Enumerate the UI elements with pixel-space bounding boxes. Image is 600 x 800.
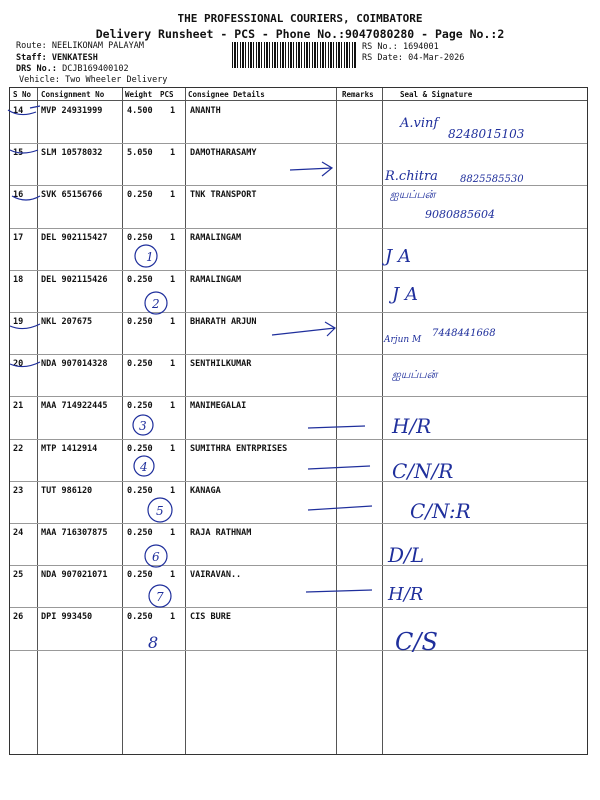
- row-pcs: 1: [170, 106, 176, 116]
- rs-no-value: 1694001: [402, 42, 439, 52]
- phone-16: 9080885604: [425, 208, 495, 221]
- row-consignee: KANAGA: [190, 485, 221, 496]
- table-row: [10, 439, 587, 481]
- route-line: [16, 41, 144, 51]
- drs-line: [16, 64, 129, 74]
- row-sno: 25: [13, 570, 24, 581]
- row-pcs: 1: [170, 148, 176, 159]
- table-row: [10, 607, 587, 649]
- row-consignment: DPI 993450: [41, 612, 93, 623]
- row-sno: 16: [13, 190, 24, 201]
- sig-23: C/N:R: [410, 499, 471, 523]
- mark-26: 8: [148, 633, 159, 652]
- row-weight: 0.250: [127, 401, 153, 412]
- row-consignee: ANANTH: [190, 106, 221, 116]
- row-consignment: NDA 907021071: [41, 570, 108, 581]
- sig-17: J A: [385, 246, 411, 267]
- row-consignment: MTP 1412914: [41, 443, 98, 454]
- vehicle-label: Vehicle:: [19, 75, 60, 85]
- col-seal: Seal & Signature: [400, 90, 473, 99]
- col-consignee: Consignee Details: [188, 90, 265, 99]
- row-sno: 15: [13, 148, 24, 159]
- sig-20: ஐயப்பன்: [392, 368, 438, 381]
- table-row: [10, 312, 587, 354]
- mark-24: 6: [152, 550, 160, 564]
- row-consignment: SVK 65156766: [41, 190, 103, 201]
- row-weight: 0.250: [127, 232, 153, 243]
- table-row: [10, 396, 587, 438]
- row-weight: 5.050: [127, 148, 153, 159]
- phone-19: 7448441668: [432, 328, 496, 339]
- row-consignment: DEL 902115427: [41, 232, 108, 243]
- table-row: [10, 523, 587, 565]
- phone-15: 8825585530: [460, 174, 524, 185]
- row-sno: 24: [13, 528, 24, 538]
- row-pcs: 1: [170, 274, 176, 285]
- sig-26: C/S: [395, 628, 438, 656]
- row-consignment: NKL 207675: [41, 317, 93, 327]
- row-consignee: RAJA RATHNAM: [190, 528, 252, 538]
- row-consignment: MAA 716307875: [41, 528, 108, 538]
- sig-25: H/R: [388, 584, 424, 605]
- row-weight: 0.250: [127, 190, 153, 201]
- row-consignee: VAIRAVAN..: [190, 570, 242, 581]
- row-consignee: RAMALINGAM: [190, 274, 242, 285]
- table-row: [10, 565, 587, 607]
- table-row: [10, 270, 587, 312]
- mark-21: 3: [139, 419, 147, 433]
- runsheet-subtitle: Delivery Runsheet - PCS - Phone No.:9047080280 - Page No.:2: [95, 27, 505, 41]
- row-consignee: DAMOTHARASAMY: [190, 148, 257, 159]
- row-weight: 0.250: [127, 528, 153, 538]
- vehicle-value: Two Wheeler Delivery: [65, 75, 168, 85]
- row-pcs: 1: [170, 528, 176, 538]
- sig-24: D/L: [388, 543, 425, 567]
- drs-value: DCJB169400102: [62, 64, 129, 74]
- row-consignee: SUMITHRA ENTRPRISES: [190, 443, 288, 454]
- rs-no-label: RS No.:: [362, 42, 398, 52]
- row-sno: 22: [13, 443, 24, 454]
- drs-label: DRS No.:: [16, 64, 57, 74]
- rs-date-line: [362, 53, 464, 63]
- col-consignment: Consignment No: [41, 90, 105, 99]
- row-consignment: DEL 902115426: [41, 274, 108, 285]
- row-pcs: 1: [170, 612, 176, 623]
- row-weight: 0.250: [127, 443, 153, 454]
- table-row: [10, 228, 587, 270]
- row-pcs: 1: [170, 443, 176, 454]
- staff-line: [16, 53, 98, 63]
- row-pcs: 1: [170, 570, 176, 581]
- rs-date-value: 04-Mar-2026: [408, 53, 465, 63]
- col-sno: S No: [13, 90, 32, 99]
- sig-18: J A: [392, 284, 418, 305]
- row-pcs: 1: [170, 401, 176, 412]
- mark-17: 1: [146, 250, 154, 264]
- row-sno: 26: [13, 612, 24, 623]
- row-pcs: 1: [170, 232, 176, 243]
- row-consignment: MVP 24931999: [41, 106, 103, 116]
- runsheet-table: [9, 87, 588, 755]
- row-consignee: RAMALINGAM: [190, 232, 242, 243]
- table-row: [10, 354, 587, 396]
- rs-no-line: [362, 42, 439, 52]
- row-sno: 17: [13, 232, 24, 243]
- row-sno: 21: [13, 401, 24, 412]
- table-row: [10, 101, 587, 143]
- mark-22: 4: [140, 460, 148, 474]
- row-sno: 14: [13, 106, 24, 116]
- row-consignee: SENTHILKUMAR: [190, 359, 252, 370]
- staff-value: VENKATESH: [51, 53, 98, 63]
- row-sno: 18: [13, 274, 24, 285]
- company-title: THE PROFESSIONAL COURIERS, COIMBATORE: [177, 12, 423, 25]
- sig-22: C/N/R: [392, 459, 454, 483]
- barcode: [232, 42, 356, 68]
- row-sno: 23: [13, 485, 24, 496]
- row-sno: 19: [13, 317, 24, 327]
- row-weight: 4.500: [127, 106, 153, 116]
- row-consignee: BHARATH ARJUN: [190, 317, 257, 327]
- row-weight: 0.250: [127, 274, 153, 285]
- sig-14: A.vinf: [400, 116, 439, 131]
- col-weight: Weight: [125, 90, 153, 99]
- row-pcs: 1: [170, 485, 176, 496]
- phone-14: 8248015103: [448, 127, 525, 141]
- row-consignment: TUT 986120: [41, 485, 93, 496]
- row-weight: 0.250: [127, 485, 153, 496]
- sig-15: R.chitra: [385, 169, 438, 184]
- row-consignee: TNK TRANSPORT: [190, 190, 257, 201]
- row-consignee: CIS BURE: [190, 612, 231, 623]
- row-weight: 0.250: [127, 570, 153, 581]
- row-weight: 0.250: [127, 359, 153, 370]
- sig-19: Arjun M: [384, 335, 422, 345]
- col-remarks: Remarks: [342, 90, 374, 99]
- mark-23: 5: [156, 504, 164, 518]
- row-consignment: MAA 714922445: [41, 401, 108, 412]
- row-consignee: MANIMEGALAI: [190, 401, 247, 412]
- mark-25: 7: [156, 590, 164, 604]
- route-label: Route:: [16, 41, 47, 51]
- row-sno: 20: [13, 359, 24, 370]
- row-weight: 0.250: [127, 612, 153, 623]
- row-weight: 0.250: [127, 317, 153, 327]
- row-pcs: 1: [170, 190, 176, 201]
- staff-label: Staff:: [16, 53, 47, 63]
- table-row: [10, 481, 587, 523]
- row-pcs: 1: [170, 317, 176, 327]
- table-row: [10, 143, 587, 185]
- row-pcs: 1: [170, 359, 176, 370]
- route-value: NEELIKONAM PALAYAM: [51, 41, 144, 51]
- vehicle-line: [19, 75, 167, 85]
- rs-date-label: RS Date:: [362, 53, 403, 63]
- table-row: [10, 185, 587, 227]
- col-pcs: PCS: [160, 90, 174, 99]
- row-consignment: SLM 10578032: [41, 148, 103, 159]
- sig-16-a: ஐயப்பன்: [390, 188, 436, 201]
- mark-18: 2: [152, 297, 160, 311]
- sig-21: H/R: [392, 414, 432, 438]
- row-consignment: NDA 907014328: [41, 359, 108, 370]
